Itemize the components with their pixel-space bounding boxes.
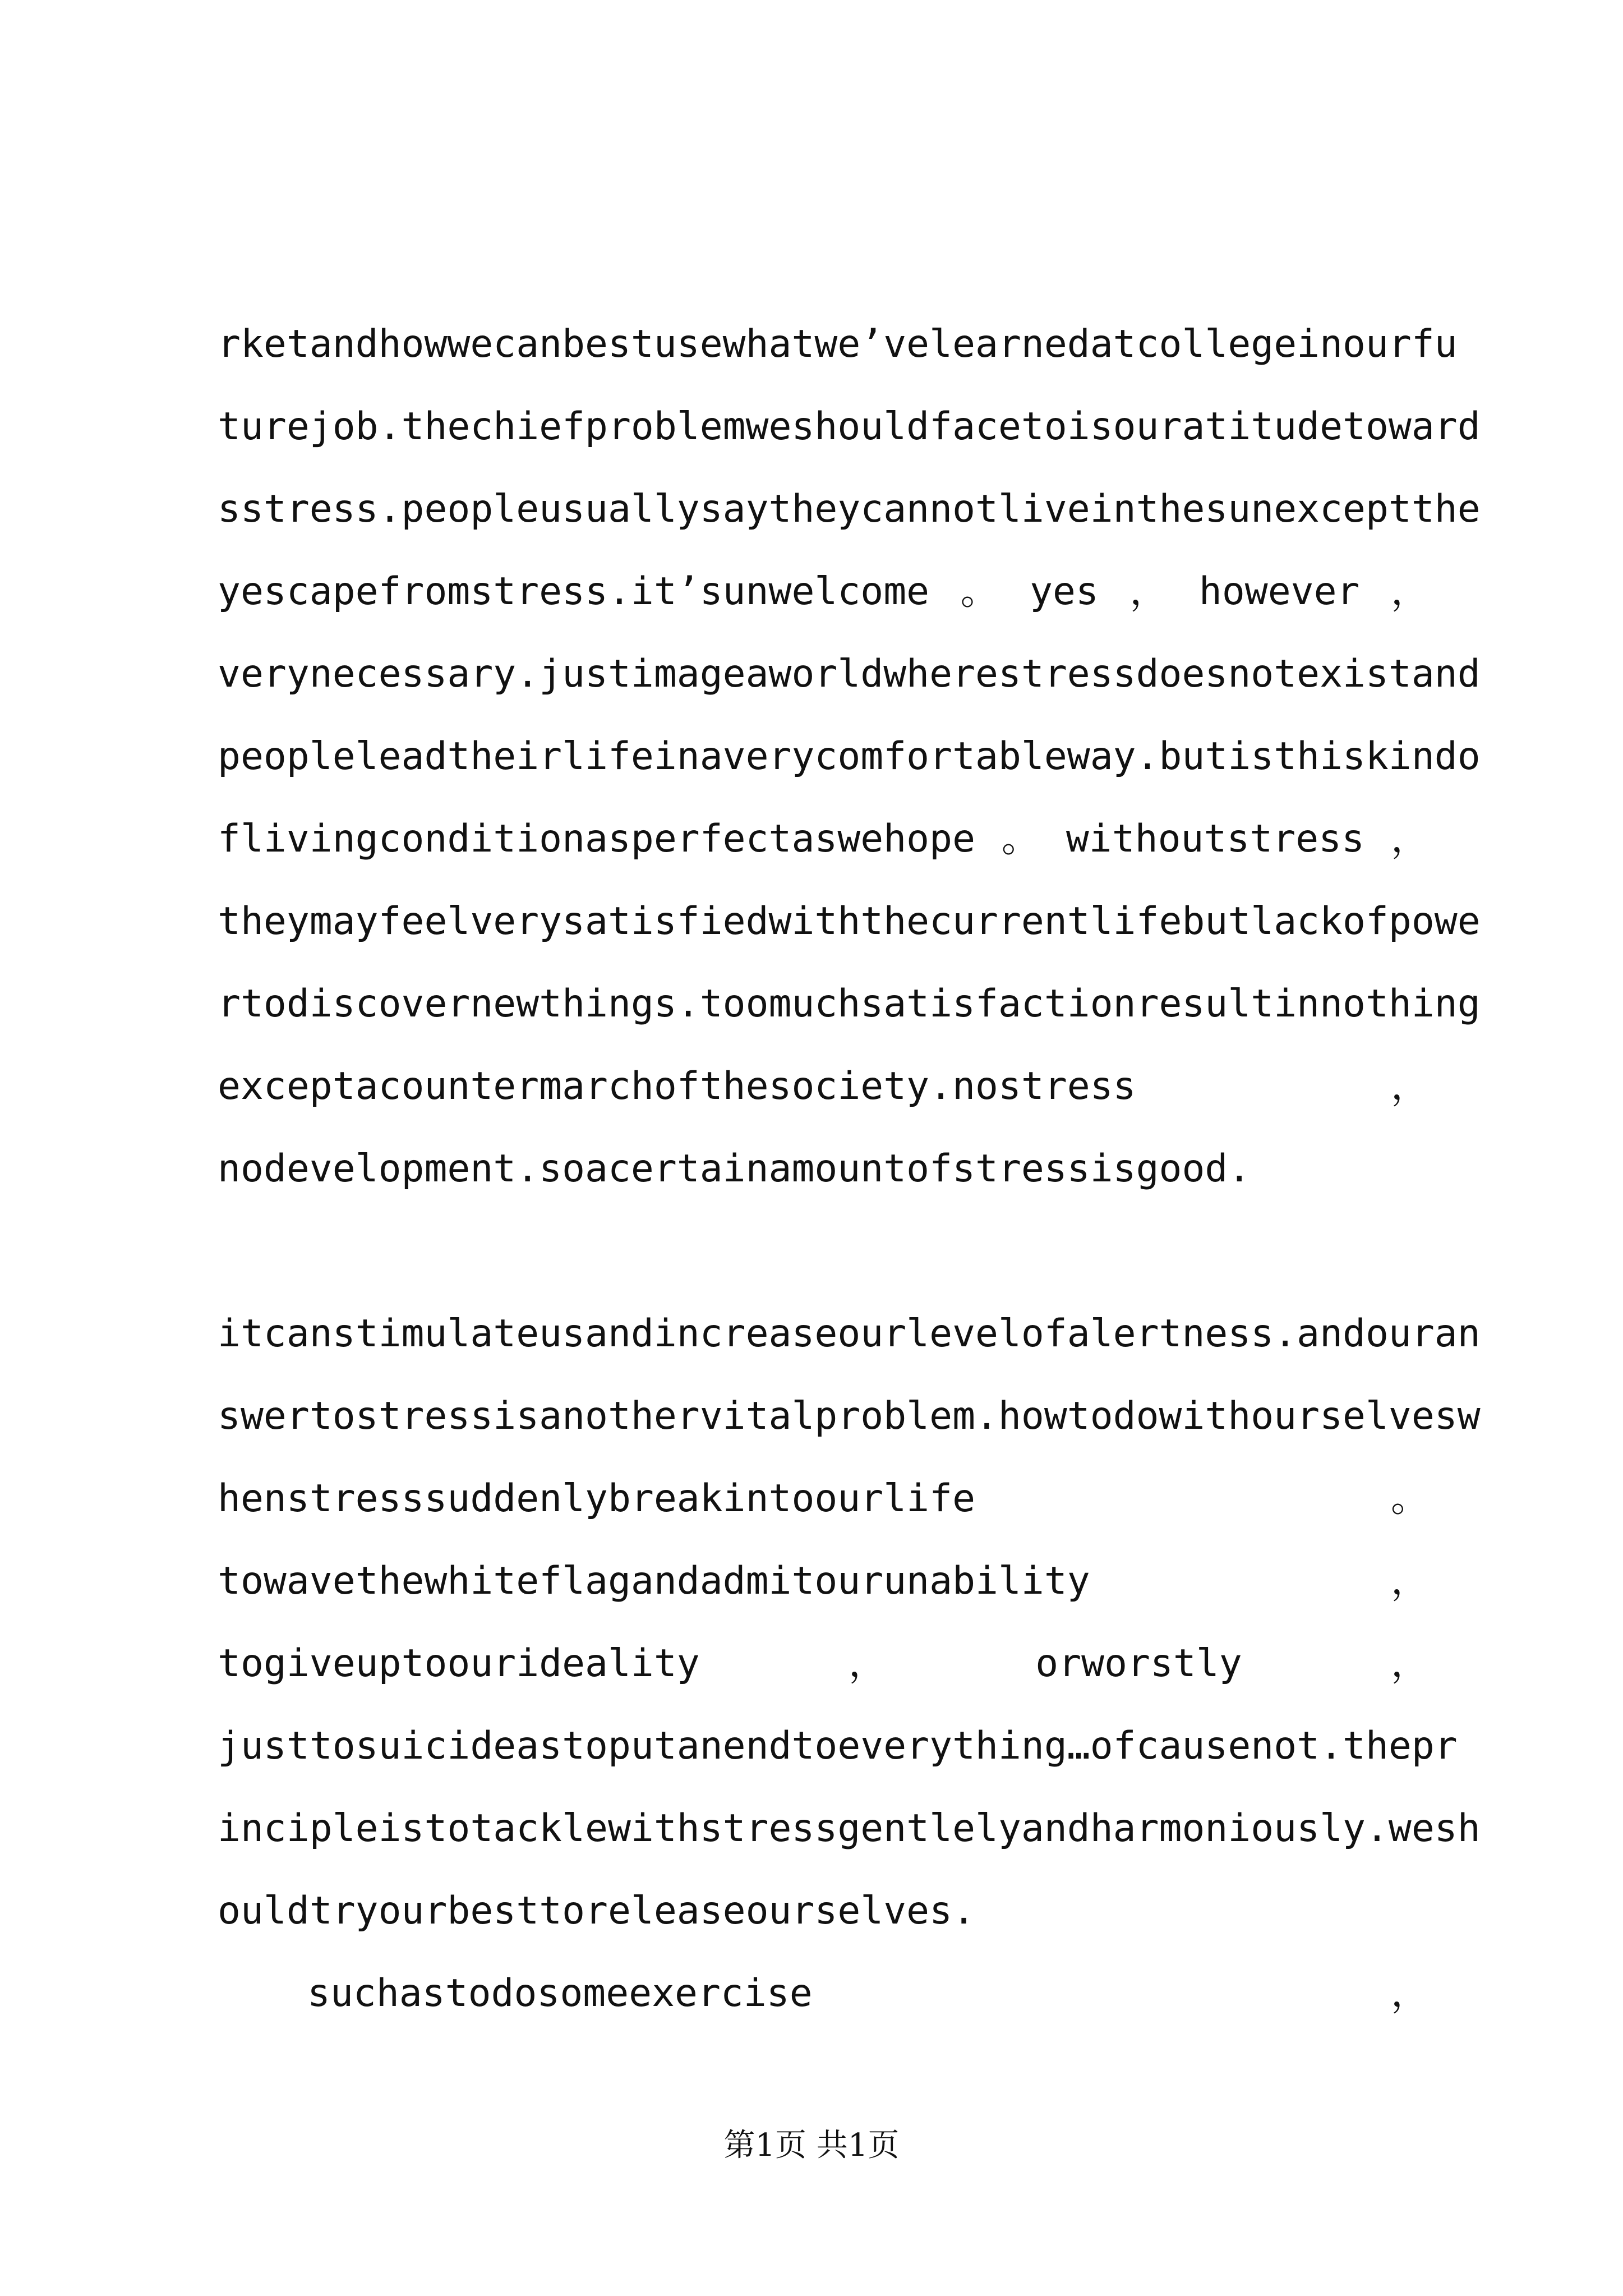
text-segment: henstresssuddenlybreakintoourlife [218,1476,976,1521]
text-line: rketandhowwecanbestusewhatwe’velearnedatcollegeinourfu [218,322,1458,366]
text-segment: 。 [1001,817,1040,861]
text-segment: orworstly [1035,1641,1242,1686]
text-line [218,798,1429,880]
text-segment: ， [1390,1559,1429,1603]
text-segment: flivingconditionasperfectaswehope [218,817,976,861]
text-segment: ， [1390,569,1429,614]
text-segment: ， [1390,817,1429,861]
text-line: nodevelopment.soacertainamountofstressisgood. [218,1147,1251,1191]
page-number-footer: 第1页 共1页 [723,2127,900,2164]
text-line: incipleistotacklewithstressgentlelyandharmoniously.wesh [218,1806,1481,1851]
text-line [218,1622,1429,1705]
text-line: verynecessary.justimageaworldwherestressdoesnotexistand [218,652,1481,696]
text-segment: 。 [960,569,999,614]
text-line [218,1045,1429,1128]
text-line [218,1457,1429,1540]
text-segment: yescapefromstress.it’sunwelcome [218,569,930,614]
text-line: rtodiscovernewthings.toomuchsatisfactionresultinnothing [218,982,1481,1026]
text-line: peopleleadtheirlifeinaverycomfortableway.butisthiskindo [218,734,1481,779]
text-line: swertostressisanothervitalproblem.howtodowithourselvesw [218,1394,1481,1438]
text-segment: yes [1030,569,1099,614]
text-line: itcanstimulateusandincreaseourlevelofalertness.andouran [218,1312,1481,1356]
paragraph-gap [218,1210,1429,1292]
text-line: sstress.peopleusuallysaytheycannotliveinthesunexceptthe [218,487,1481,531]
text-segment: 。 [1390,1476,1429,1521]
text-segment: towavethewhiteflagandadmitourunability [218,1559,1090,1603]
text-line: theymayfeelverysatisfiedwiththecurrentlifebutlackofpowe [218,899,1481,944]
text-segment: ， [1390,1971,1429,2016]
text-segment: exceptacountermarchofthesociety.nostress [218,1064,1136,1108]
text-segment: withoutstress [1066,817,1365,861]
text-line: turejob.thechiefproblemweshouldfacetoisouratitudetoward [218,404,1481,449]
text-line: justtosuicideastoputanendtoeverything…ofcausenot.thepr [218,1724,1458,1768]
text-segment: suchastodosomeexercise [307,1971,813,2016]
text-segment: ， [848,1641,887,1686]
text-segment: togiveuptoourideality [218,1641,700,1686]
text-segment: however [1198,569,1360,614]
text-line [218,1540,1429,1622]
text-segment: ， [1129,569,1168,614]
text-line [218,1952,1429,2035]
text-segment: ， [1390,1064,1429,1108]
document-body [218,303,1481,2035]
text-segment: ， [1390,1641,1429,1686]
text-line: ouldtryourbesttoreleaseourselves. [218,1889,976,1933]
text-line [218,550,1429,633]
